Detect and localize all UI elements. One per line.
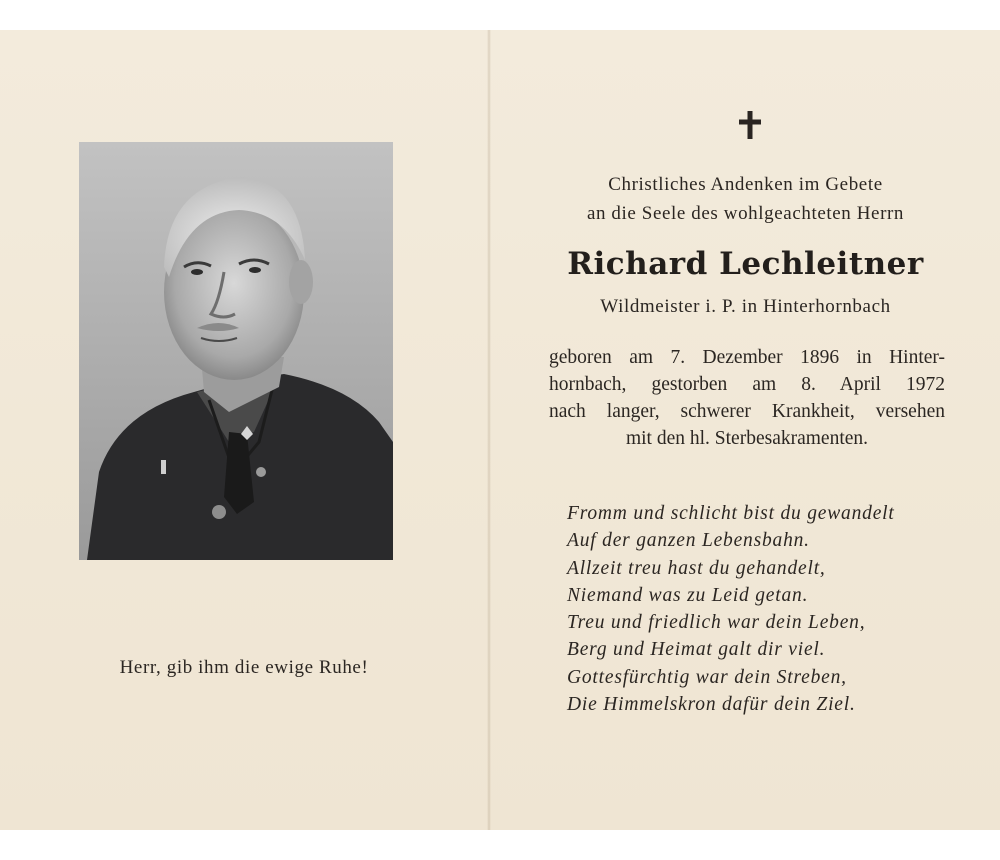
memorial-card [0, 30, 1000, 830]
poem-line: Fromm und schlicht bist du gewandelt [567, 503, 895, 524]
latin-cross-icon [735, 110, 765, 140]
biography [549, 344, 945, 452]
bio-line: hornbach, gestorben am 8. April 1972 [549, 374, 945, 395]
poem-line: Allzeit treu hast du gehandelt, [567, 557, 826, 579]
poem-line: Treu und friedlich war dein Leben, [567, 612, 866, 634]
poem-line: Niemand was zu Leid getan. [567, 584, 809, 606]
portrait-photo [79, 142, 393, 560]
dedication-heading [491, 170, 1000, 228]
prayer-text: Herr, gib ihm die ewige Ruhe! [119, 657, 369, 678]
dedication-line-2: an die Seele des wohlgeachteten Herrn [586, 203, 905, 224]
poem-line: Die Himmelskron dafür dein Ziel. [567, 694, 856, 716]
deceased-name: Richard Lechleitner [567, 246, 924, 282]
memorial-poem [567, 500, 947, 718]
left-panel [0, 30, 488, 830]
poem-line: Berg und Heimat galt dir viel. [567, 639, 826, 661]
deceased-title: Wildmeister i. P. in Hinterhornbach [600, 296, 891, 317]
right-panel [491, 30, 1000, 830]
poem-line: Gottesfürchtig war dein Streben, [567, 666, 847, 688]
bio-line: geboren am 7. Dezember 1896 in Hinter- [549, 347, 945, 368]
bio-line: nach langer, schwerer Krankheit, versehen [549, 401, 945, 422]
bio-line: mit den hl. Sterbesakramenten. [625, 428, 869, 449]
poem-line: Auf der ganzen Lebensbahn. [567, 530, 810, 552]
dedication-line-1: Christliches Andenken im Gebete [608, 174, 883, 195]
